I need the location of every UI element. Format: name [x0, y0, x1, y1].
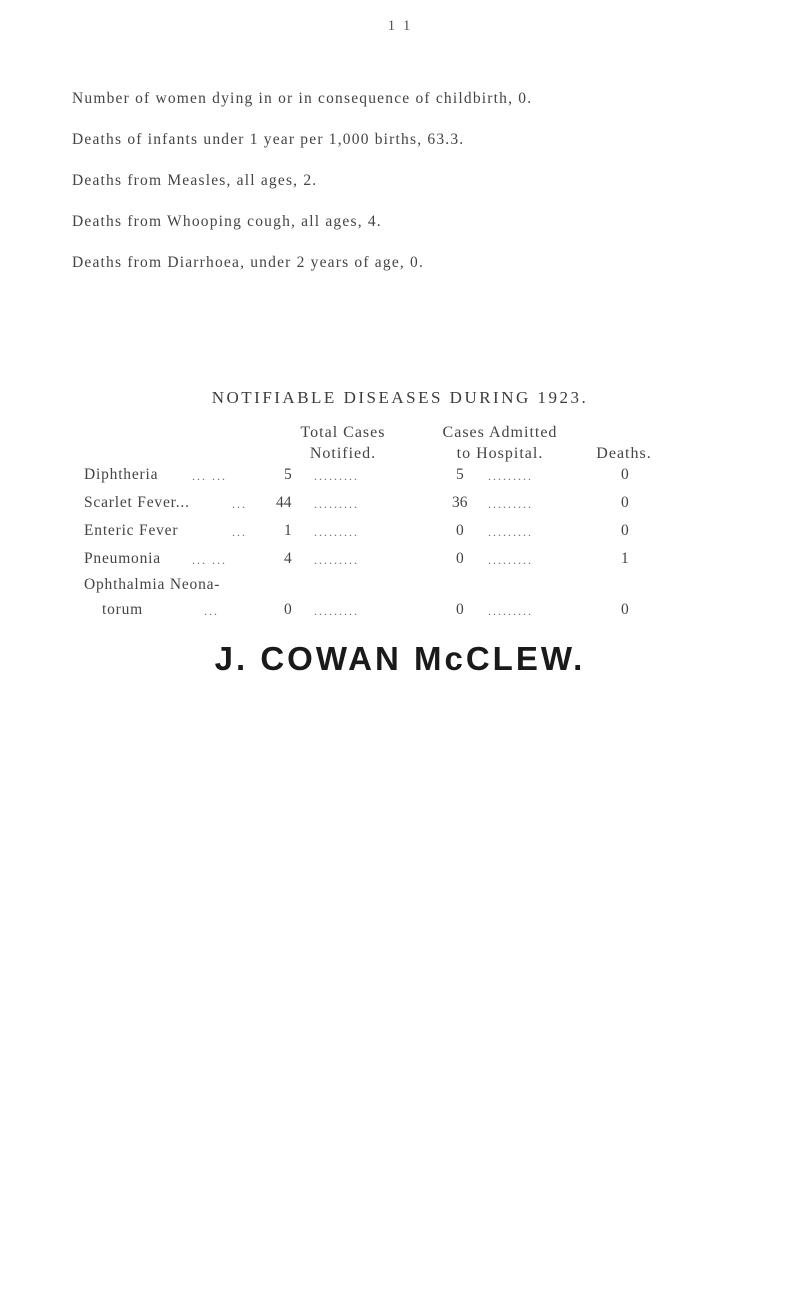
dot-leader: .........: [488, 497, 533, 511]
row-leader: ...: [232, 525, 247, 539]
stat-infant-deaths: Deaths of infants under 1 year per 1,000 births, 63.3.: [72, 131, 465, 148]
col-header-admitted: [410, 422, 590, 464]
death-count: 1: [621, 550, 629, 567]
death-count: 0: [621, 522, 629, 539]
dot-leader: .........: [314, 604, 359, 618]
dot-leader: .........: [314, 553, 359, 567]
disease-name: Enteric Fever: [84, 522, 179, 539]
col-header-notified: [268, 422, 418, 464]
notified-count: 1: [284, 522, 292, 539]
admitted-count: 5: [456, 466, 464, 483]
disease-name: Diphtheria: [84, 466, 159, 483]
dot-leader: .........: [488, 469, 533, 483]
row-leader: ... ...: [192, 553, 227, 567]
dot-leader: .........: [488, 553, 533, 567]
dot-leader: .........: [314, 497, 359, 511]
notified-count: 4: [284, 550, 292, 567]
death-count: 0: [621, 466, 629, 483]
disease-name: Pneumonia: [84, 550, 161, 567]
stat-measles-deaths: Deaths from Measles, all ages, 2.: [72, 172, 318, 189]
col-header-notified-line1: Total Cases: [300, 424, 386, 441]
stat-childbirth-deaths: Number of women dying in or in consequence of childbirth, 0.: [72, 90, 533, 107]
admitted-count: 0: [456, 522, 464, 539]
disease-name: torum: [102, 601, 144, 618]
col-header-admitted-line1: Cases Admitted: [442, 424, 558, 441]
row-leader: ...: [232, 497, 247, 511]
disease-name: Ophthalmia Neona-: [84, 576, 221, 593]
dot-leader: .........: [314, 469, 359, 483]
disease-name: Scarlet Fever...: [84, 494, 190, 511]
admitted-count: 0: [456, 601, 464, 618]
notified-count: 0: [284, 601, 292, 618]
dot-leader: .........: [314, 525, 359, 539]
col-header-admitted-line2: to Hospital.: [456, 445, 544, 462]
death-count: 0: [621, 601, 629, 618]
row-leader: ...: [204, 604, 219, 618]
notified-count: 44: [276, 494, 292, 511]
death-count: 0: [621, 494, 629, 511]
admitted-count: 0: [456, 550, 464, 567]
col-header-deaths: Deaths.: [596, 445, 652, 462]
admitted-count: 36: [452, 494, 468, 511]
dot-leader: .........: [488, 604, 533, 618]
notified-count: 5: [284, 466, 292, 483]
stat-whooping-cough-deaths: Deaths from Whooping cough, all ages, 4.: [72, 213, 382, 230]
row-leader: ... ...: [192, 469, 227, 483]
dot-leader: .........: [488, 525, 533, 539]
page-number: 1 1: [387, 18, 413, 34]
table-title: NOTIFIABLE DISEASES DURING 1923.: [211, 388, 589, 407]
stat-diarrhoea-deaths: Deaths from Diarrhoea, under 2 years of age, 0.: [72, 254, 425, 271]
col-header-notified-line2: Notified.: [309, 445, 377, 462]
signature: J. COWAN McCLEW.: [214, 640, 586, 677]
